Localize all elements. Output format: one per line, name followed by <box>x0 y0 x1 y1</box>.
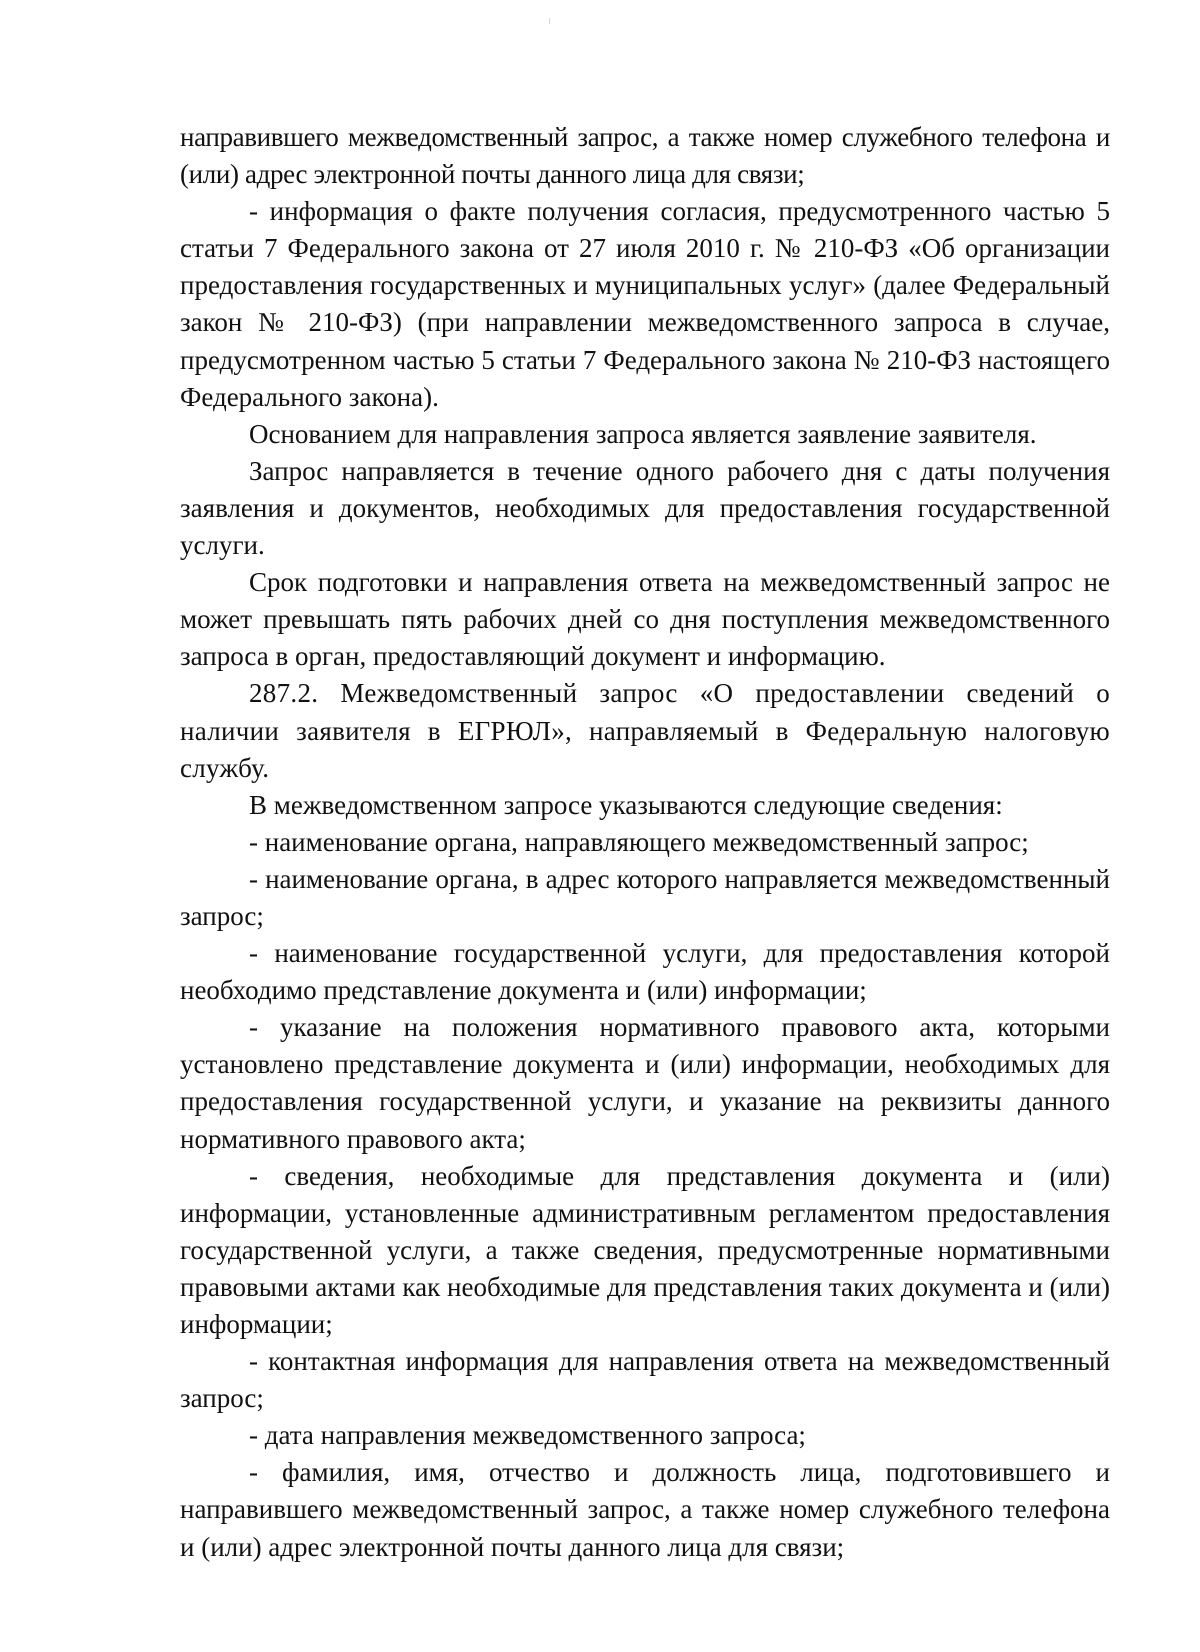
list-item-service-name: - наименование государственной услуги, для предоставления которой необходимо представление документа и (или) информации; <box>180 938 1110 1006</box>
paragraph-section-287-2: 287.2. Межведомственный запрос «О предоставлении сведений о наличии заявителя в ЕГРЮЛ», направляемый в Федеральную налоговую службу. <box>180 678 1110 783</box>
list-item-contact-info: - контактная информация для направления ответа на межведомственный запрос; <box>180 1346 1110 1414</box>
paragraph-consent-info: - информация о факте получения согласия, предусмотренного частью 5 статьи 7 Федерального закона от 27 июля 2010 г. № 210-ФЗ «Об организации предоставления государственных и муниципальных услуг» (далее Федеральный закон № 210-ФЗ) (при направлении межведомственного запроса в случае, предусмотренном частью 5 статьи 7 Федерального закона № 210-ФЗ настоящего Федерального закона). <box>180 196 1110 412</box>
list-item-request-date: - дата направления межведомственного запроса; <box>249 1420 806 1451</box>
paragraph-response-deadline: Срок подготовки и направления ответа на межведомственный запрос не может превышать пять рабочих дней со дня поступления межведомственного запроса в орган, предоставляющий документ и информацию. <box>180 567 1110 672</box>
paragraph-request-timing: Запрос направляется в течение одного рабочего дня с даты получения заявления и документов, необходимых для предоставления государственной услуги. <box>180 455 1110 561</box>
list-item-required-info: - сведения, необходимые для представления документа и (или) информации, установленные административным регламентом предоставления государственной услуги, а также сведения, предусмотренные нормативными правовыми актами как необходимые для представления таких документа и (или) информации; <box>180 1160 1110 1339</box>
document-body <box>180 119 1110 1566</box>
list-item-responsible-person: - фамилия, имя, отчество и должность лица, подготовившего и направившего межведомственный запрос, а также номер служебного телефона и (или) адрес электронной почты данного лица для связи; <box>180 1457 1110 1562</box>
paragraph-request-contents-intro: В межведомственном запросе указываются следующие сведения: <box>249 789 1003 820</box>
list-item-sending-organ: - наименование органа, направляющего межведомственный запрос; <box>249 826 1029 857</box>
paragraph-continuation: направившего межведомственный запрос, а также номер служебного телефона и (или) адрес электронной почты данного лица для связи; <box>180 122 1110 190</box>
list-item-recipient-organ: - наименование органа, в адрес которого направляется межведомственный запрос; <box>180 863 1110 931</box>
paragraph-request-basis: Основанием для направления запроса является заявление заявителя. <box>249 418 1037 449</box>
scan-mark <box>549 18 550 24</box>
list-item-legal-act: - указание на положения нормативного правового акта, которыми установлено представление документа и (или) информации, необходимых для предоставления государственной услуги, и указание на реквизиты данного нормативного правового акта; <box>180 1012 1110 1154</box>
